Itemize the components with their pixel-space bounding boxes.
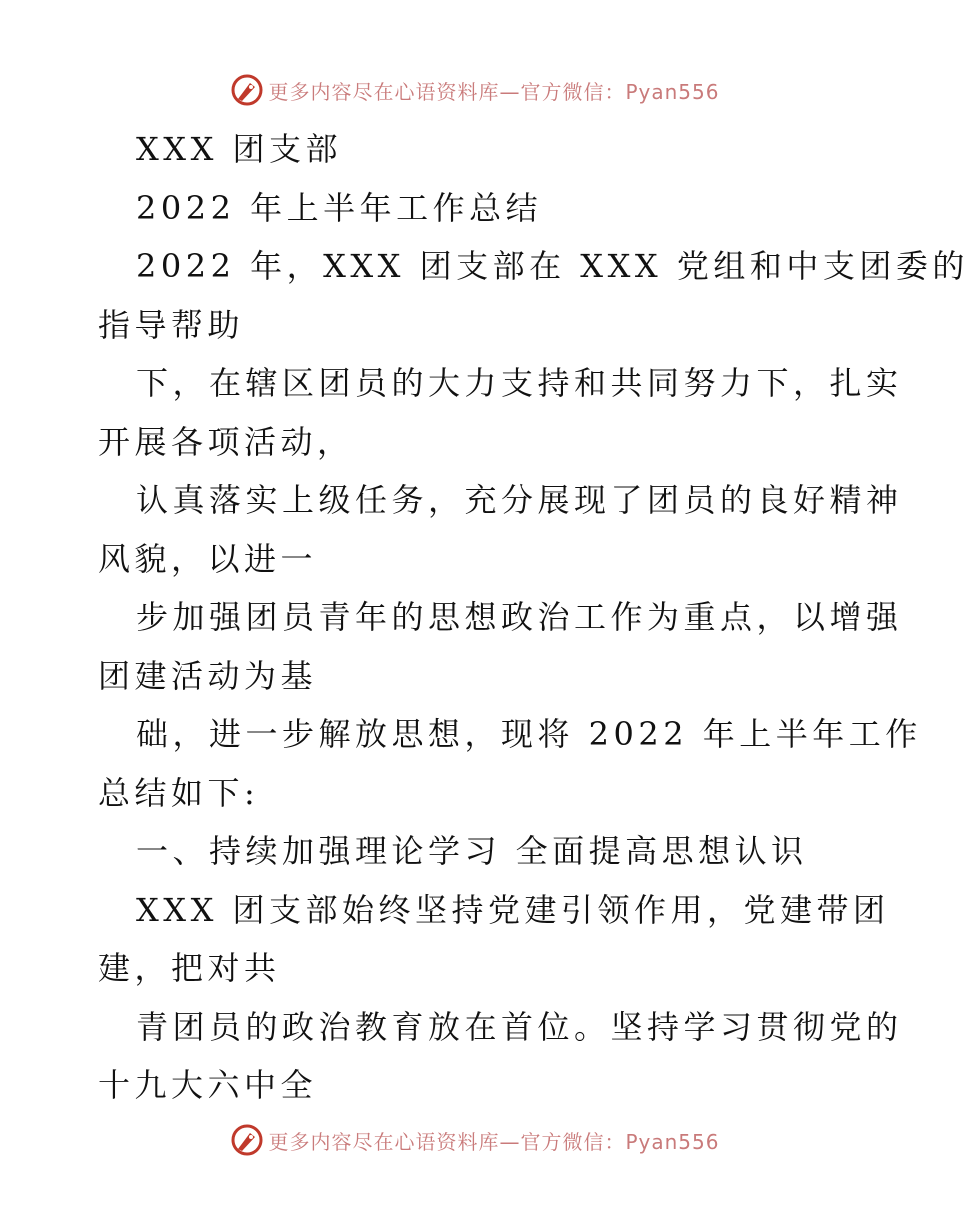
- doc-line: 风貌，以进一: [98, 539, 318, 578]
- doc-line: 下，在辖区团员的大力支持和共同努力下，扎实: [136, 364, 903, 402]
- doc-line: 团建活动为基: [98, 656, 318, 695]
- doc-line: 础，进一步解放思想，现将 2022 年上半年工作: [136, 715, 922, 753]
- document-body: [98, 120, 969, 1115]
- header-watermark: [0, 70, 950, 110]
- pen-nib-logo-icon: [230, 73, 264, 107]
- doc-line: 十九大六中全: [98, 1066, 318, 1104]
- footer-watermark: [0, 1120, 950, 1160]
- section-heading: 一、持续加强理论学习 全面提高思想认识: [136, 832, 808, 870]
- doc-line: 青团员的政治教育放在首位。坚持学习贯彻党的: [136, 1007, 903, 1046]
- doc-line: 开展各项活动，: [98, 422, 354, 461]
- doc-line: XXX 团支部始终坚持党建引领作用，党建带团: [136, 890, 890, 929]
- doc-line: 建，把对共: [98, 949, 281, 987]
- watermark-text: 更多内容尽在心语资料库—官方微信：Pyan556: [268, 1129, 720, 1154]
- doc-line: 步加强团员青年的思想政治工作为重点，以增强: [136, 598, 903, 636]
- doc-line: XXX 团支部: [136, 130, 343, 168]
- doc-line: 2022 年，XXX 团支部在 XXX 党组和中支团委的: [136, 247, 969, 285]
- doc-line: 认真落实上级任务，充分展现了团员的良好精神: [136, 481, 903, 519]
- doc-line: 指导帮助: [98, 305, 245, 344]
- doc-line: 2022 年上半年工作总结: [136, 188, 543, 227]
- pen-nib-logo-icon: [230, 1123, 264, 1157]
- watermark-text: 更多内容尽在心语资料库—官方微信：Pyan556: [268, 79, 720, 104]
- doc-line: 总结如下:: [98, 773, 260, 812]
